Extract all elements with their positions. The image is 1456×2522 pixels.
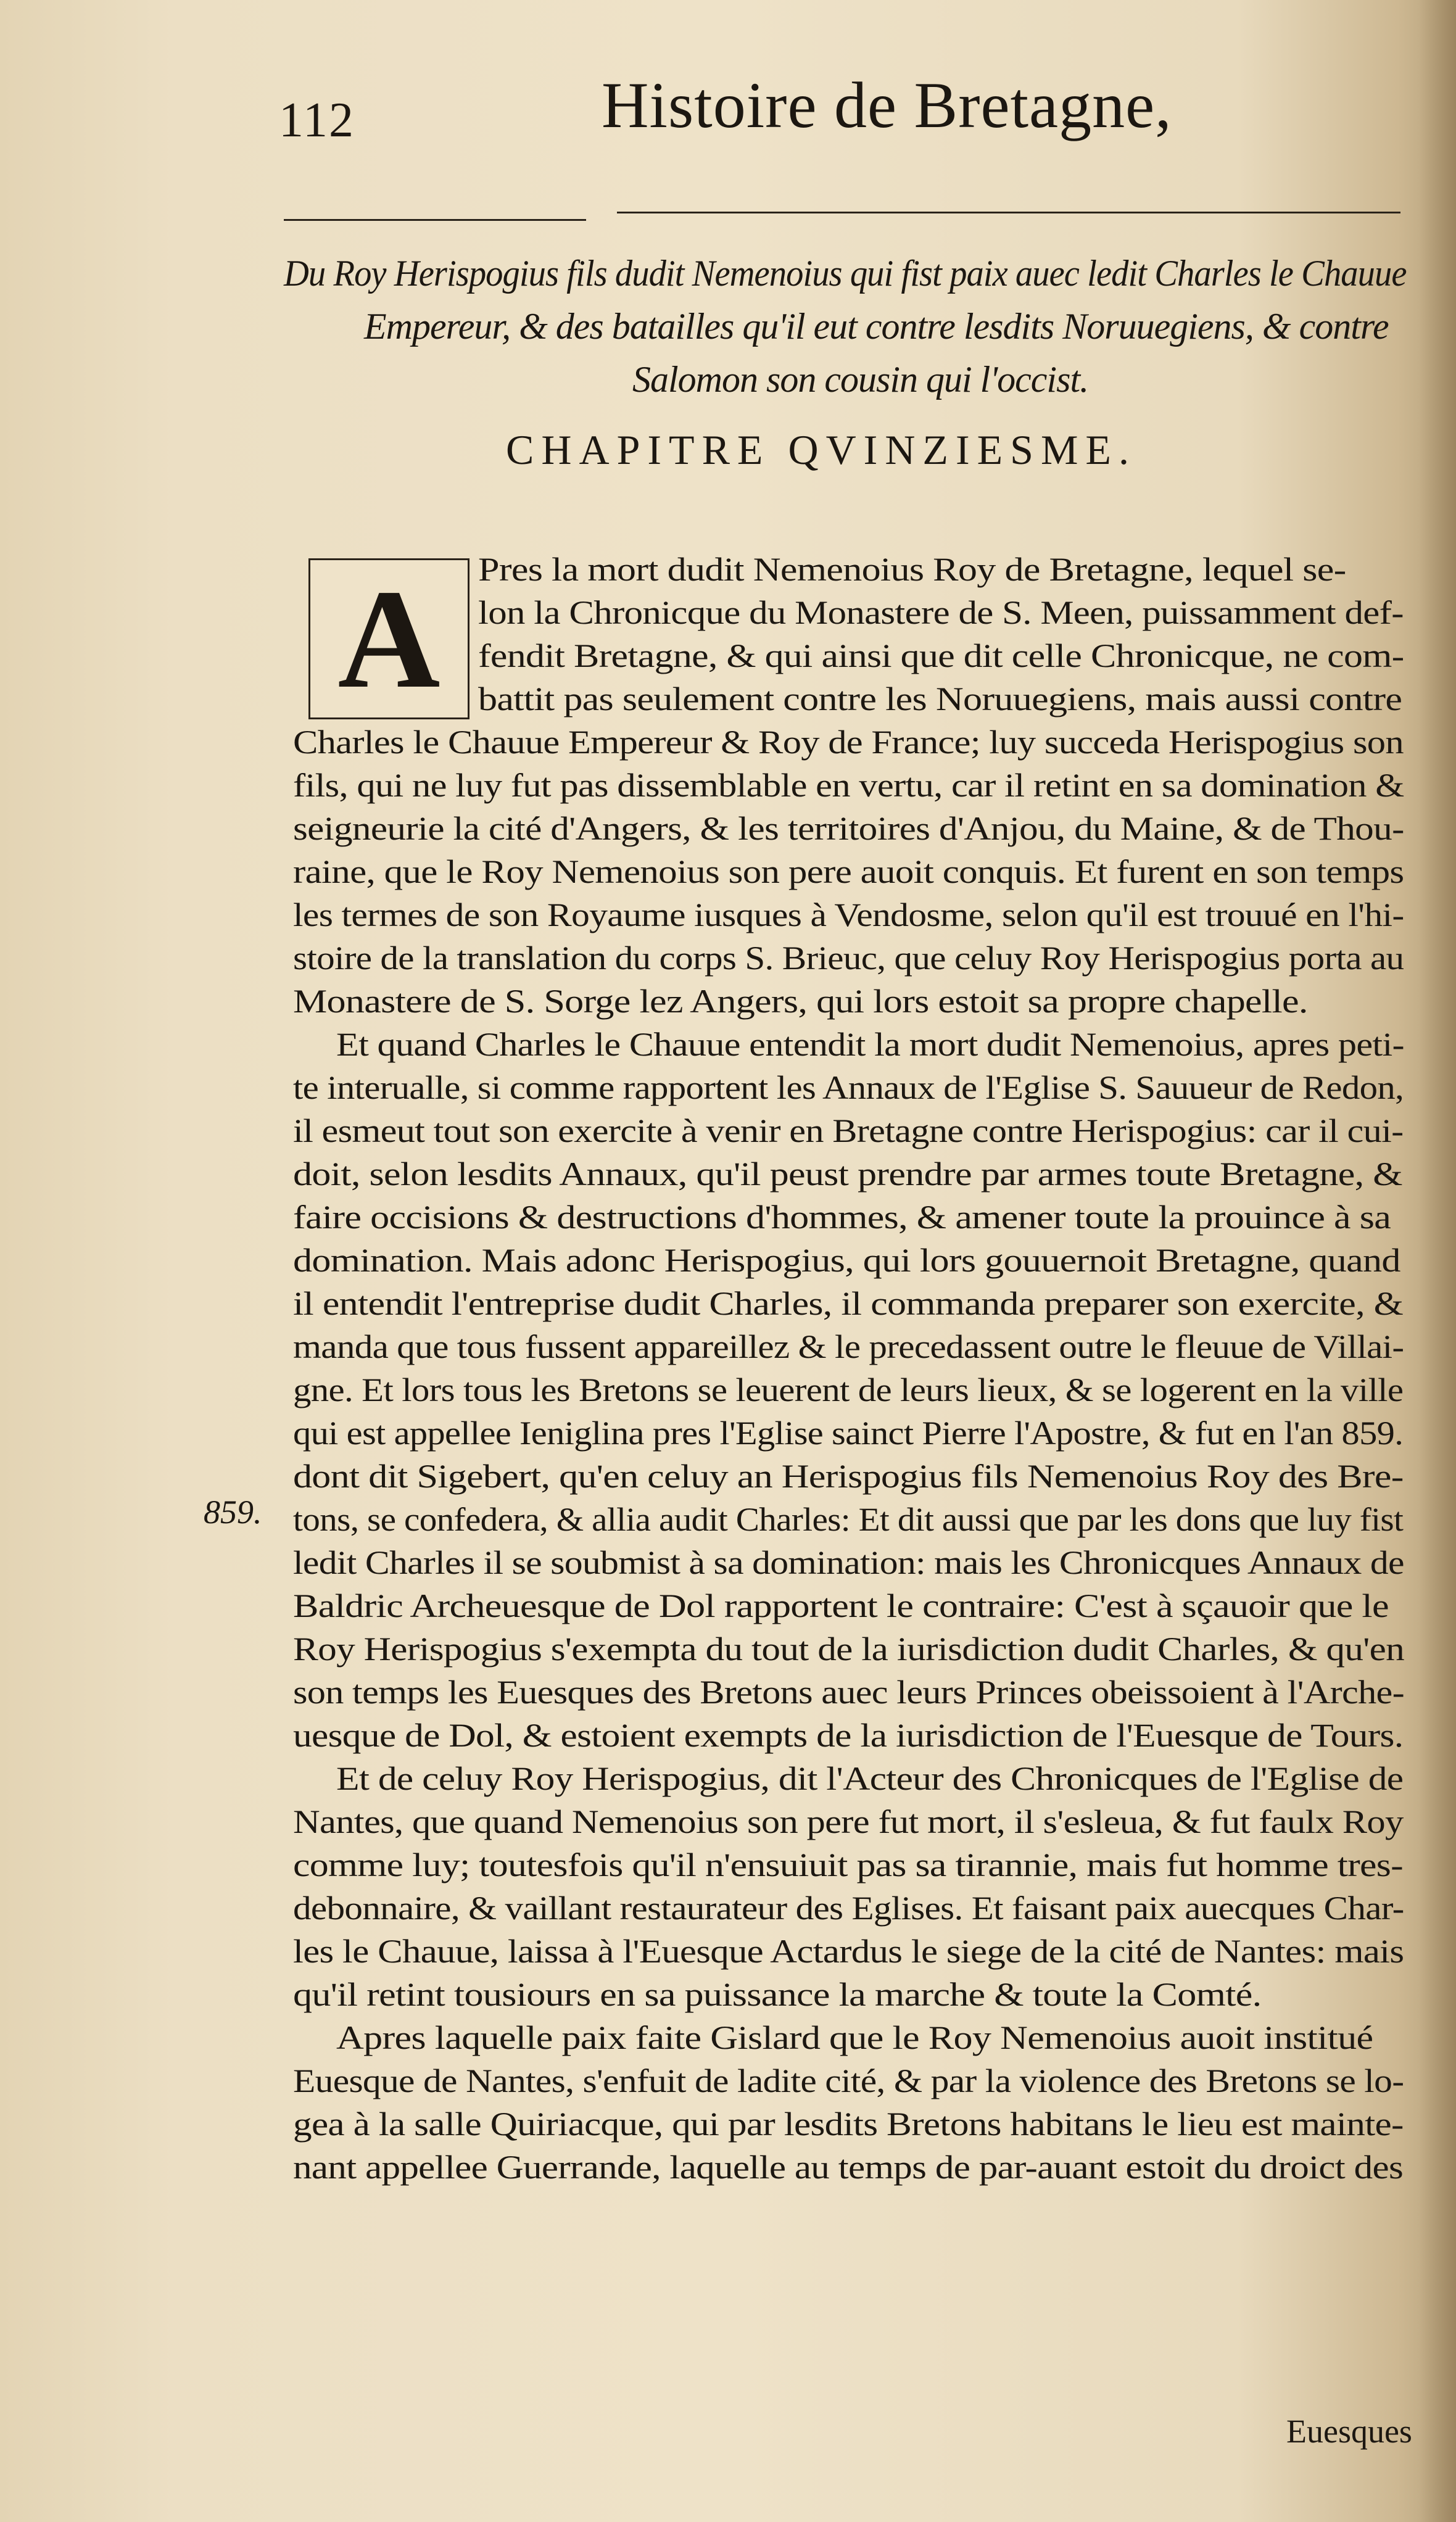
text-line: lon la Chronicque du Monastere de S. Meen, puissamment def- xyxy=(478,594,1404,631)
text-line: Apres laquelle paix faite Gislard que le Roy Nemenoius auoit institué xyxy=(336,2019,1373,2056)
text-line: qu'il retint tousiours en sa puissance la marche & toute la Comté. xyxy=(293,1976,1262,2013)
text-line: Et quand Charles le Chauue entendit la mort dudit Nemenoius, apres peti- xyxy=(336,1026,1404,1063)
text-line: les termes de son Royaume iusques à Vendosme, selon qu'il est trouué en l'hi- xyxy=(293,896,1404,933)
decorated-initial xyxy=(308,558,469,719)
text-line: Baldric Archeuesque de Dol rapportent le contraire: C'est à sçauoir que le xyxy=(293,1587,1389,1624)
text-line: seigneurie la cité d'Angers, & les territoires d'Anjou, du Maine, & de Thou- xyxy=(293,810,1404,847)
summary-line: Du Roy Herispogius fils dudit Nemenoius qui fist paix auec ledit Charles le Chauue xyxy=(284,253,1407,294)
text-line: doit, selon lesdits Annaux, qu'il peust prendre par armes toute Bretagne, & xyxy=(293,1156,1402,1193)
text-line: gea à la salle Quiriacque, qui par lesdits Bretons habitans le lieu est mainte- xyxy=(293,2106,1404,2143)
text-line: Nantes, que quand Nemenoius son pere fut mort, il s'esleua, & fut faulx Roy xyxy=(293,1803,1404,1840)
text-line: gne. Et lors tous les Bretons se leuerent de leurs lieux, & se logerent en la ville xyxy=(293,1371,1404,1408)
text-line: Pres la mort dudit Nemenoius Roy de Bretagne, lequel se- xyxy=(478,551,1346,588)
text-line: tons, se confedera, & allia audit Charles: Et dit aussi que par les dons que luy fist xyxy=(293,1501,1404,1538)
text-line: Monastere de S. Sorge lez Angers, qui lors estoit sa propre chapelle. xyxy=(293,983,1308,1020)
text-line: dont dit Sigebert, qu'en celuy an Herispogius fils Nemenoius Roy des Bre- xyxy=(293,1458,1404,1495)
text-line: fendit Bretagne, & qui ainsi que dit celle Chronicque, ne com- xyxy=(478,637,1404,674)
text-line: faire occisions & destructions d'hommes, & amener toute la prouince à sa xyxy=(293,1199,1391,1236)
text-line: Charles le Chauue Empereur & Roy de France; luy succeda Herispogius son xyxy=(293,724,1404,761)
text-line: ledit Charles il se soubmist à sa domination: mais les Chronicques Annaux de xyxy=(293,1544,1404,1581)
summary-line: Empereur, & des batailles qu'il eut contre lesdits Noruuegiens, & contre xyxy=(364,306,1389,347)
text-line: comme luy; toutesfois qu'il n'ensuiuit pas sa tirannie, mais fut homme tres- xyxy=(293,1846,1404,1883)
page-number: 112 xyxy=(279,93,355,147)
text-line: uesque de Dol, & estoient exempts de la iurisdiction de l'Euesque de Tours. xyxy=(293,1717,1404,1754)
margin-year-note: 859. xyxy=(204,1494,262,1531)
summary-line: Salomon son cousin qui l'occist. xyxy=(632,359,1089,400)
text-line: qui est appellee Ieniglina pres l'Eglise sainct Pierre l'Apostre, & fut en l'an 859. xyxy=(293,1415,1404,1452)
text-line: nant appellee Guerrande, laquelle au temps de par-auant estoit du droict des xyxy=(293,2149,1404,2186)
running-title: Histoire de Bretagne, xyxy=(602,69,1172,141)
text-line: Roy Herispogius s'exempta du tout de la iurisdiction dudit Charles, & qu'en xyxy=(293,1631,1405,1668)
chapter-title: CHAPITRE QVINZIESME. xyxy=(506,426,1136,473)
text-line: battit pas seulement contre les Noruuegiens, mais aussi contre xyxy=(478,680,1402,717)
text-line: il entendit l'entreprise dudit Charles, il commanda preparer son exercite, & xyxy=(293,1285,1404,1322)
text-line: stoire de la translation du corps S. Brieuc, que celuy Roy Herispogius porta au xyxy=(293,940,1404,977)
header-rule-left xyxy=(284,219,586,221)
header-rule-right xyxy=(617,212,1400,213)
text-line: Et de celuy Roy Herispogius, dit l'Acteur des Chronicques de l'Eglise de xyxy=(336,1760,1404,1797)
text-line: debonnaire, & vaillant restaurateur des Eglises. Et faisant paix auecques Char- xyxy=(293,1890,1404,1927)
text-line: Euesque de Nantes, s'enfuit de ladite cité, & par la violence des Bretons se lo- xyxy=(293,2062,1404,2099)
catchword: Euesques xyxy=(1286,2413,1412,2450)
text-line: fils, qui ne luy fut pas dissemblable en vertu, car il retint en sa domination & xyxy=(293,767,1404,804)
text-line: manda que tous fussent appareillez & le precedassent outre le fleuue de Villai- xyxy=(293,1328,1404,1365)
text-line: raine, que le Roy Nemenoius son pere auoit conquis. Et furent en son temps xyxy=(293,853,1404,890)
text-line: il esmeut tout son exercite à venir en Bretagne contre Herispogius: car il cui- xyxy=(293,1112,1404,1149)
drop-cap-letter: A xyxy=(337,560,441,717)
text-line: les le Chauue, laissa à l'Euesque Actardus le siege de la cité de Nantes: mais xyxy=(293,1933,1404,1970)
page-gutter-shadow xyxy=(1419,0,1456,2522)
text-line: son temps les Euesques des Bretons auec leurs Princes obeissoient à l'Arche- xyxy=(293,1674,1404,1711)
text-line: domination. Mais adonc Herispogius, qui lors gouuernoit Bretagne, quand xyxy=(293,1242,1400,1279)
text-line: te interualle, si comme rapportent les Annaux de l'Eglise S. Sauueur de Redon, xyxy=(293,1069,1404,1106)
